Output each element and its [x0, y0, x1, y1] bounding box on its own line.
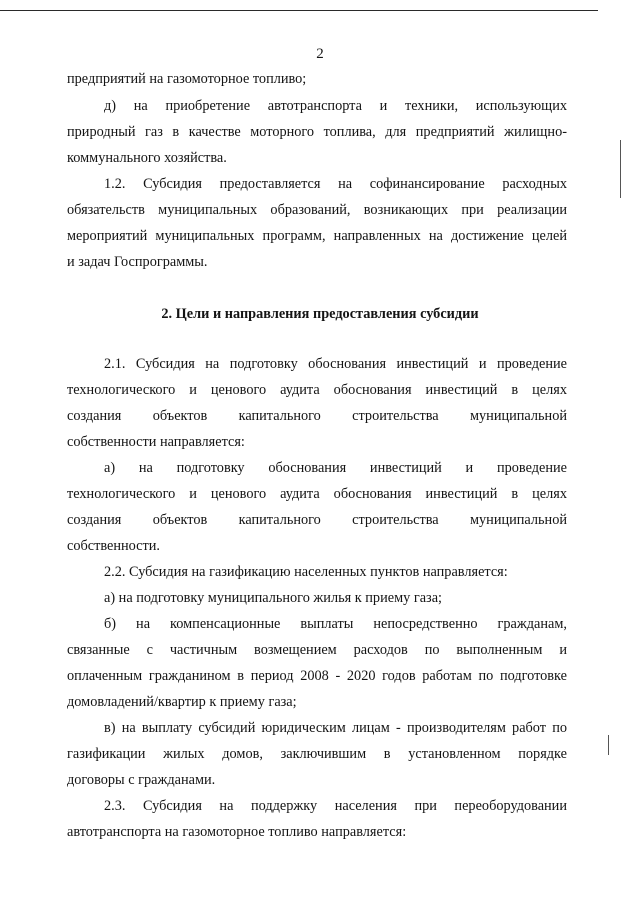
text-line: предприятий на газомоторное топливо; [67, 71, 307, 87]
text-line: технологического и ценового аудита обоснования инвестиций в целях [67, 486, 567, 502]
text-line: создания объектов капитального строительства муниципальной [67, 408, 567, 424]
text-line: 2.3. Субсидия на поддержку населения при переоборудовании [104, 798, 567, 814]
text-line: а) на подготовку обоснования инвестиций и проведение [104, 460, 567, 476]
scan-mark [608, 735, 609, 755]
section-heading: 2. Цели и направления предоставления субсидии [161, 306, 479, 322]
text-line: создания объектов капитального строительства муниципальной [67, 512, 567, 528]
text-line: оплаченным гражданином в период 2008 - 2020 годов работам по подготовке [67, 668, 567, 684]
text-line: технологического и ценового аудита обоснования инвестиций в целях [67, 382, 567, 398]
text-line: домовладений/квартир к приему газа; [67, 694, 297, 710]
text-line: в) на выплату субсидий юридическим лицам - производителям работ по [104, 720, 567, 736]
text-line: б) на компенсационные выплаты непосредственно гражданам, [104, 616, 567, 632]
scan-mark [620, 140, 621, 198]
text-line: собственности. [67, 538, 160, 554]
text-line: 2.1. Субсидия на подготовку обоснования инвестиций и проведение [104, 356, 567, 372]
text-line: обязательств муниципальных образований, возникающих при реализации [67, 202, 567, 218]
text-line: коммунального хозяйства. [67, 150, 227, 166]
text-line: а) на подготовку муниципального жилья к приему газа; [104, 590, 443, 606]
text-line: д) на приобретение автотранспорта и техники, использующих [104, 98, 567, 114]
text-line: автотранспорта на газомоторное топливо направляется: [67, 824, 407, 840]
text-line: мероприятий муниципальных программ, направленных на достижение целей [67, 228, 567, 244]
text-line: связанные с частичным возмещением расходов по выполненным и [67, 642, 567, 658]
text-line: договоры с гражданами. [67, 772, 216, 788]
text-line: 2.2. Субсидия на газификацию населенных пунктов направляется: [104, 564, 508, 580]
text-line: природный газ в качестве моторного топлива, для предприятий жилищно- [67, 124, 567, 140]
page-number: 2 [316, 46, 324, 62]
text-line: газификации жилых домов, заключившим в установленном порядке [67, 746, 567, 762]
top-rule [0, 10, 598, 11]
text-line: собственности направляется: [67, 434, 245, 450]
text-line: и задач Госпрограммы. [67, 254, 208, 270]
text-line: 1.2. Субсидия предоставляется на софинансирование расходных [104, 176, 567, 192]
